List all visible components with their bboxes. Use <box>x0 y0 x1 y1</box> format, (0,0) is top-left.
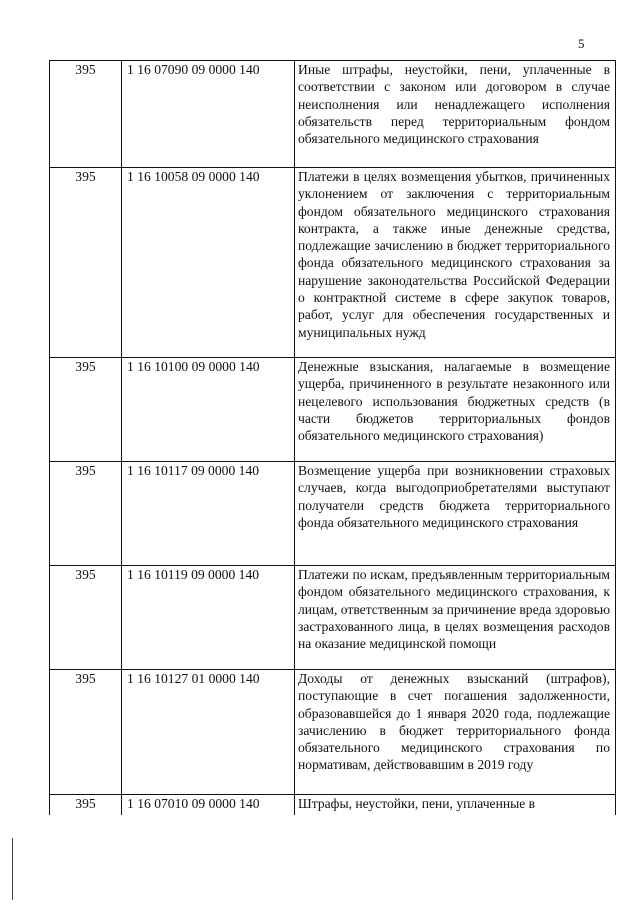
budget-classification-code-cell: 1 16 10127 01 0000 140 <box>122 670 295 795</box>
scan-margin-line <box>12 838 13 900</box>
revenue-name-cell: Иные штрафы, неустойки, пени, уплаченные в соответствии с законом или договором в случае неисполнения или ненадлежащего исполнения обязательств перед территориальным фондом обязательного медицинского страхования <box>295 61 616 168</box>
table-row <box>50 61 616 168</box>
revenue-codes-table <box>49 60 616 815</box>
table-row <box>50 670 616 795</box>
revenue-name-cell: Денежные взыскания, налагаемые в возмещение ущерба, причиненного в результате незаконного или нецелевого использования бюджетных средств (в части бюджетов территориальных фондов обязательного медицинского страхования) <box>295 358 616 462</box>
admin-code-cell: 395 <box>50 61 122 168</box>
budget-classification-code-cell: 1 16 10100 09 0000 140 <box>122 358 295 462</box>
admin-code-cell: 395 <box>50 168 122 358</box>
table-row <box>50 566 616 670</box>
budget-classification-code-cell: 1 16 10058 09 0000 140 <box>122 168 295 358</box>
revenue-name-cell: Платежи в целях возмещения убытков, причиненных уклонением от заключения с территориальным фондом обязательного медицинского страхования контракта, а также иные денежные средства, подлежащие зачислению в бюджет территориального фонда обязательного медицинского страхования за нарушение законодательства Российской Федерации о контрактной системе в сфере закупок товаров, работ, услуг для обеспечения государственных и муниципальных нужд <box>295 168 616 358</box>
budget-classification-code-cell: 1 16 07090 09 0000 140 <box>122 61 295 168</box>
admin-code-cell: 395 <box>50 795 122 815</box>
admin-code-cell: 395 <box>50 670 122 795</box>
page-number: 5 <box>578 36 585 51</box>
budget-classification-code-cell: 1 16 10117 09 0000 140 <box>122 462 295 566</box>
budget-classification-code-cell: 1 16 07010 09 0000 140 <box>122 795 295 815</box>
revenue-name-cell: Платежи по искам, предъявленным территориальным фондом обязательного медицинского страхования, к лицам, ответственным за причинение вреда здоровью застрахованного лица, в целях возмещения расходов на оказание медицинской помощи <box>295 566 616 670</box>
admin-code-cell: 395 <box>50 358 122 462</box>
table-row <box>50 462 616 566</box>
admin-code-cell: 395 <box>50 462 122 566</box>
revenue-name-cell: Доходы от денежных взысканий (штрафов), поступающие в счет погашения задолженности, образовавшейся до 1 января 2020 года, подлежащие зачислению в бюджет территориального фонда обязательного медицинского страхования по нормативам, действовавшим в 2019 году <box>295 670 616 795</box>
table-row <box>50 795 616 815</box>
revenue-name-cell: Возмещение ущерба при возникновении страховых случаев, когда выгодоприобретателями выступают получатели средств бюджета территориального фонда обязательного медицинского страхования <box>295 462 616 566</box>
table-row <box>50 358 616 462</box>
table-row <box>50 168 616 358</box>
revenue-name-cell: Штрафы, неустойки, пени, уплаченные в <box>295 795 616 815</box>
admin-code-cell: 395 <box>50 566 122 670</box>
budget-classification-code-cell: 1 16 10119 09 0000 140 <box>122 566 295 670</box>
